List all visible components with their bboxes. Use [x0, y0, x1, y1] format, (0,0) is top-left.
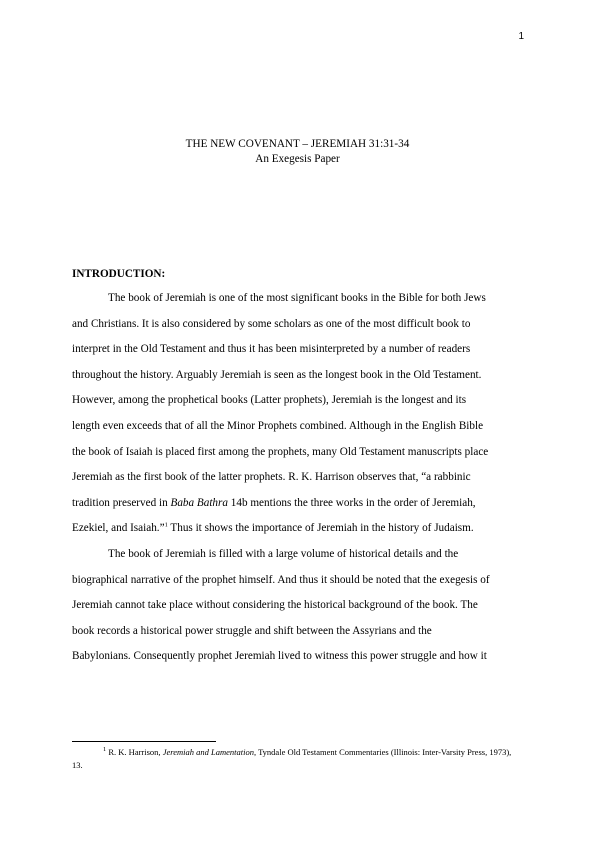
footnote-marker: 1: [103, 746, 107, 754]
paragraph-1: [72, 286, 523, 542]
section-heading: INTRODUCTION:: [72, 268, 166, 280]
paragraph-line: [72, 491, 523, 517]
paper-subtitle: An Exegesis Paper: [255, 153, 340, 165]
paragraph-line: book records a historical power struggle and shift between the Assyrians and the: [72, 624, 432, 637]
text-run: Ezekiel, and Isaiah.”: [72, 522, 165, 535]
paragraph-line: However, among the prophetical books (Latter prophets), Jeremiah is the longest and its: [72, 394, 467, 407]
footnote-text: , Tyndale Old Testament Commentaries (Illinois: Inter-Varsity Press, 1973), 13.: [72, 747, 512, 770]
paragraph-line: Babylonians. Consequently prophet Jeremiah lived to witness this power struggle and how it: [72, 650, 487, 663]
paragraph-line: The book of Jeremiah is one of the most significant books in the Bible for both Jews: [108, 292, 486, 304]
title-block: [0, 137, 595, 167]
italic-title: Baba Bathra: [170, 496, 228, 509]
paragraph-line: length even exceeds that of all the Minor Prophets combined. Although in the English Bible: [72, 419, 484, 432]
paragraph-2: [72, 542, 523, 670]
text-run: Thus it shows the importance of Jeremiah in the history of Judaism.: [167, 522, 474, 535]
paragraph-line: throughout the history. Arguably Jeremiah is seen as the longest book in the Old Testament.: [72, 368, 482, 381]
footnote-reference[interactable]: 1: [164, 521, 168, 529]
paragraph-line: interpret in the Old Testament and thus it has been misinterpreted by a number of readers: [72, 343, 471, 356]
paragraph-line: Jeremiah cannot take place without considering the historical background of the book. The: [72, 599, 478, 612]
paragraph-line: and Christians. It is also considered by some scholars as one of the most difficult book to: [72, 317, 471, 330]
paragraph-line: The book of Jeremiah is filled with a large volume of historical details and the: [108, 547, 459, 560]
paragraph-line: biographical narrative of the prophet himself. And thus it should be noted that the exegesis of: [72, 573, 490, 586]
body-text: [72, 262, 523, 670]
paragraph-line: the book of Isaiah is placed first among the prophets, many Old Testament manuscripts place: [72, 445, 489, 458]
paper-title: THE NEW COVENANT – JEREMIAH 31:31-34: [185, 138, 410, 150]
page-number: 1: [518, 31, 524, 42]
footnote-divider: [72, 741, 216, 742]
text-run: tradition preserved in: [72, 496, 171, 509]
paragraph-line: Jeremiah as the first book of the latter prophets. R. K. Harrison observes that, “a rabbinic: [72, 471, 471, 484]
paragraph-line: [72, 516, 523, 542]
footnote-text: R. K. Harrison,: [106, 747, 163, 757]
footnote-book-title: Jeremiah and Lamentation: [162, 747, 254, 757]
footnote: [72, 746, 523, 772]
text-run: 14b mentions the three works in the order of Jeremiah,: [227, 496, 476, 509]
